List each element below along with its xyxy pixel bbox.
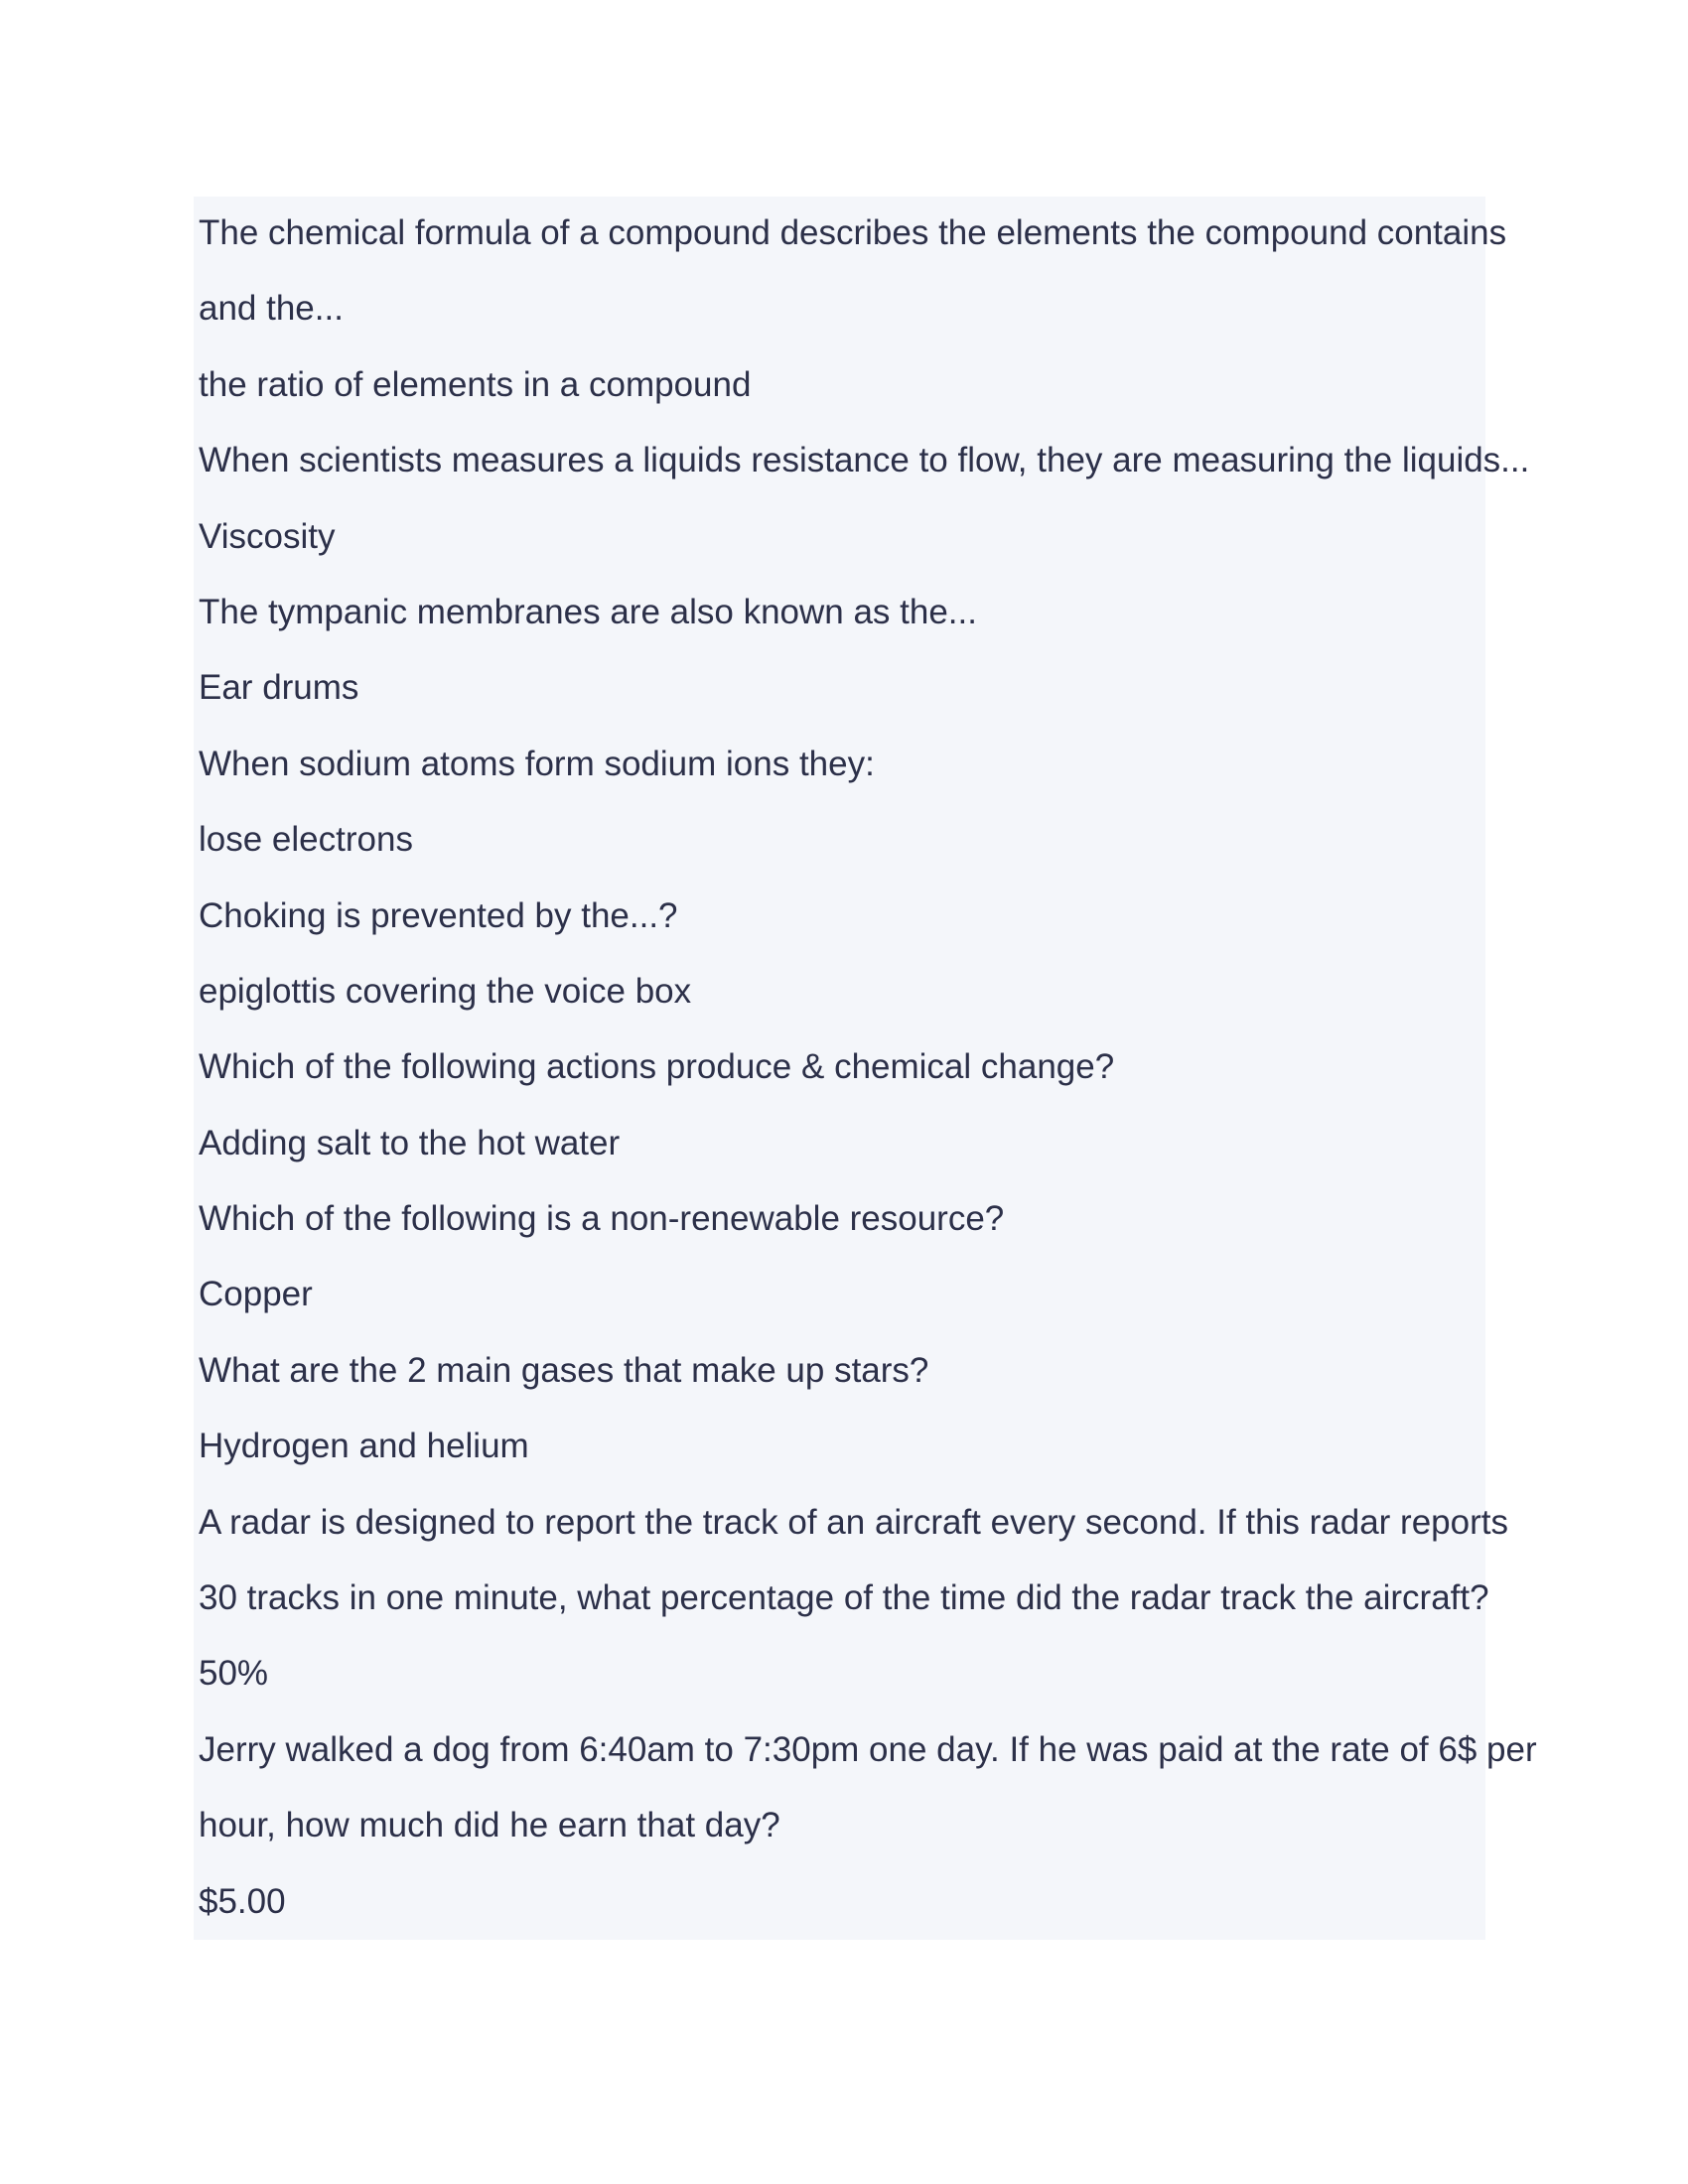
question-1-line-1: The chemical formula of a compound describes the elements the compound contains (199, 213, 1507, 252)
question-answer-list (199, 196, 1537, 1940)
answer-5: epiglottis covering the voice box (199, 971, 692, 1011)
question-10-line-2: hour, how much did he earn that day? (199, 1806, 780, 1845)
question-9-line-2: 30 tracks in one minute, what percentage of the time did the radar track the aircraft? (199, 1578, 1489, 1618)
answer-2: Viscosity (199, 516, 336, 556)
question-7: Which of the following is a non-renewable resource? (199, 1199, 1005, 1239)
question-2: When scientists measures a liquids resistance to flow, they are measuring the liquids... (199, 441, 1530, 480)
question-6: Which of the following actions produce & chemical change? (199, 1047, 1115, 1087)
question-3: The tympanic membranes are also known as the... (199, 592, 977, 631)
question-9-line-1: A radar is designed to report the track of an aircraft every second. If this radar reports (199, 1502, 1508, 1542)
answer-4: lose electrons (199, 820, 413, 860)
answer-10: $5.00 (199, 1881, 286, 1921)
answer-8: Hydrogen and helium (199, 1427, 529, 1466)
question-5: Choking is prevented by the...? (199, 895, 678, 935)
answer-3: Ear drums (199, 668, 359, 708)
answer-6: Adding salt to the hot water (199, 1123, 621, 1162)
answer-7: Copper (199, 1275, 313, 1314)
question-1-line-2: and the... (199, 289, 344, 329)
question-10-line-1: Jerry walked a dog from 6:40am to 7:30pm one day. If he was paid at the rate of 6$ per (199, 1729, 1537, 1769)
question-4: When sodium atoms form sodium ions they: (199, 744, 875, 783)
question-8: What are the 2 main gases that make up stars? (199, 1350, 929, 1390)
answer-9: 50% (199, 1654, 269, 1694)
answer-1: the ratio of elements in a compound (199, 364, 752, 404)
